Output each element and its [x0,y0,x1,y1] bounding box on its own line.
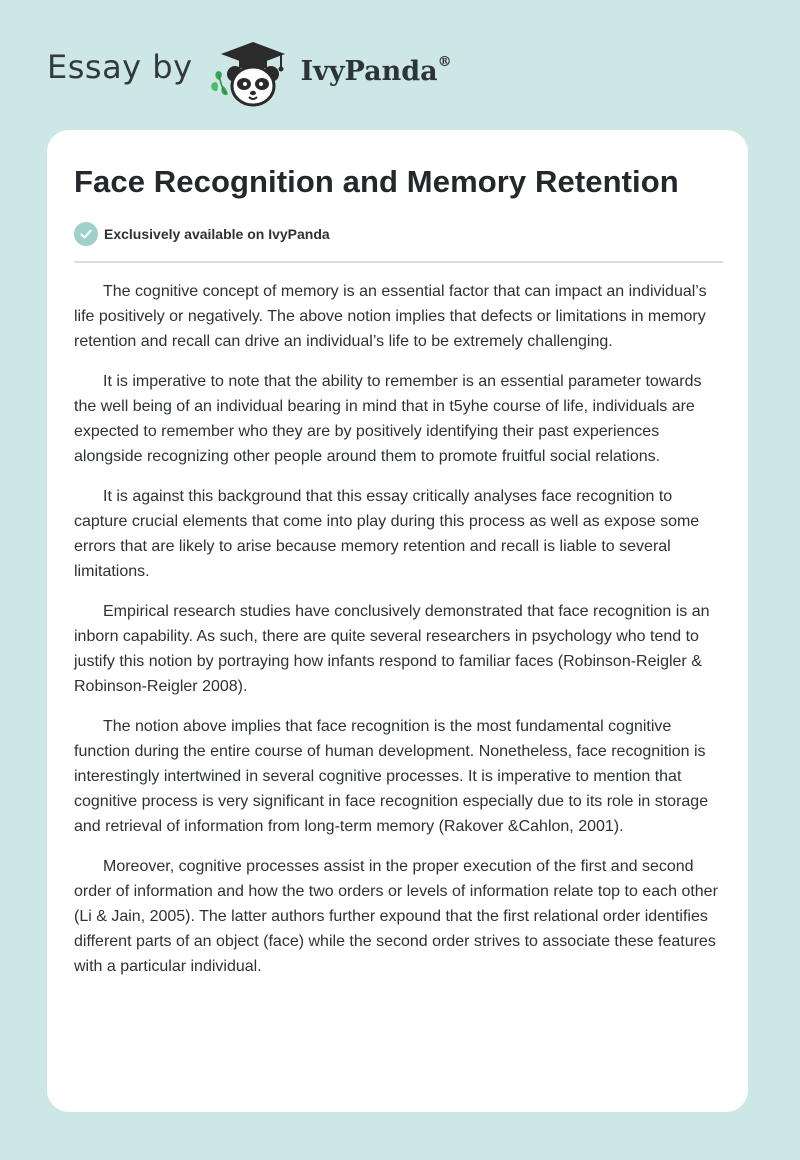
exclusive-badge-label: Exclusively available on IvyPanda [104,226,330,242]
paragraph: The notion above implies that face recognition is the most fundamental cognitive function during the entire course of human development. Nonetheless, face recognition is interestingly intertwined in several cognitive processes. It is imperative to mention that cognitive process is very significant in face recognition especially due to its role in storage and retrieval of information from long-term memory (Rakover &Cahlon, 2001). [74,718,709,835]
paragraph: It is imperative to note that the ability to remember is an essential parameter towards the well being of an individual bearing in mind that in t5yhe course of life, individuals are expected to remember who they are by positively identifying their past experiences alongside recognizing other people around them to promote fruitful social relations. [74,373,702,465]
ivypanda-logo[interactable] [207,38,297,108]
site-header [47,38,452,108]
paragraph: The cognitive concept of memory is an essential factor that can impact an individual’s life positively or negatively. The above notion implies that defects or limitations in memory retention and recall can drive an individual’s life to be extremely challenging. [74,283,707,350]
page-title: Face Recognition and Memory Retention [74,164,679,199]
essay-body [74,279,726,994]
divider [74,261,723,263]
check-icon [74,222,98,246]
essay-by-label: Essay by [47,48,193,86]
essay-card [47,130,748,1112]
brand-name: IvyPanda® [300,53,452,87]
panda-graduate-icon [207,38,297,108]
paragraph: Empirical research studies have conclusively demonstrated that face recognition is an inborn capability. As such, there are quite several researchers in psychology who tend to justify this notion by portraying how infants respond to familiar faces (Robinson-Reigler & Robinson-Reigler 2008). [74,603,710,695]
paragraph: It is against this background that this essay critically analyses face recognition to capture crucial elements that come into play during this process as well as expose some errors that are likely to arise because memory retention and recall is liable to several limitations. [74,488,700,580]
paragraph: Moreover, cognitive processes assist in the proper execution of the first and second order of information and how the two orders or levels of information relate top to each other (Li & Jain, 2005). The latter authors further expound that the first relational order identifies different parts of an object (face) while the second order strives to associate these features with a particular individual. [74,858,718,975]
registered-mark: ® [437,53,452,70]
exclusive-badge [74,222,330,246]
